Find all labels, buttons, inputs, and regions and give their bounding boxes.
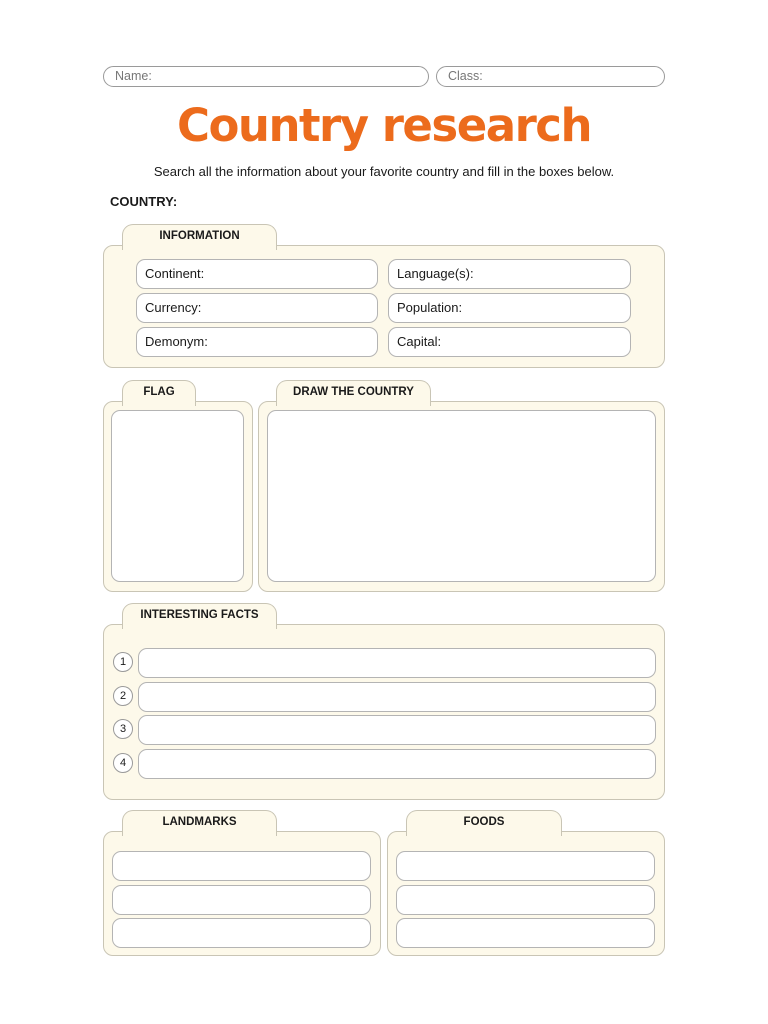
fact-field-2[interactable] — [138, 682, 656, 712]
continent-field[interactable]: Continent: — [136, 259, 378, 289]
landmarks-tab: LANDMARKS — [122, 810, 277, 836]
capital-field[interactable]: Capital: — [388, 327, 631, 357]
flag-drawing-area[interactable] — [111, 410, 244, 582]
fact-number-4: 4 — [113, 753, 133, 773]
flag-tab: FLAG — [122, 380, 196, 406]
class-field[interactable] — [436, 66, 665, 87]
fact-field-4[interactable] — [138, 749, 656, 779]
food-field-2[interactable] — [396, 885, 655, 915]
information-tab: INFORMATION — [122, 224, 277, 250]
currency-field[interactable]: Currency: — [136, 293, 378, 323]
landmark-field-1[interactable] — [112, 851, 371, 881]
name-label: Name: — [115, 69, 152, 83]
fact-number-1: 1 — [113, 652, 133, 672]
fact-number-2: 2 — [113, 686, 133, 706]
country-drawing-area[interactable] — [267, 410, 656, 582]
languages-field[interactable]: Language(s): — [388, 259, 631, 289]
landmark-field-2[interactable] — [112, 885, 371, 915]
class-label: Class: — [448, 69, 483, 83]
food-field-1[interactable] — [396, 851, 655, 881]
country-label: COUNTRY: — [110, 194, 178, 209]
fact-field-3[interactable] — [138, 715, 656, 745]
demonym-field[interactable]: Demonym: — [136, 327, 378, 357]
fact-number-3: 3 — [113, 719, 133, 739]
fact-field-1[interactable] — [138, 648, 656, 678]
interesting-facts-tab: INTERESTING FACTS — [122, 603, 277, 629]
landmark-field-3[interactable] — [112, 918, 371, 948]
instructions-text: Search all the information about your favorite country and fill in the boxes below. — [153, 164, 615, 179]
population-field[interactable]: Population: — [388, 293, 631, 323]
foods-tab: FOODS — [406, 810, 562, 836]
name-field[interactable] — [103, 66, 429, 87]
page-title: Country research — [176, 99, 591, 152]
food-field-3[interactable] — [396, 918, 655, 948]
draw-country-tab: DRAW THE COUNTRY — [276, 380, 431, 406]
